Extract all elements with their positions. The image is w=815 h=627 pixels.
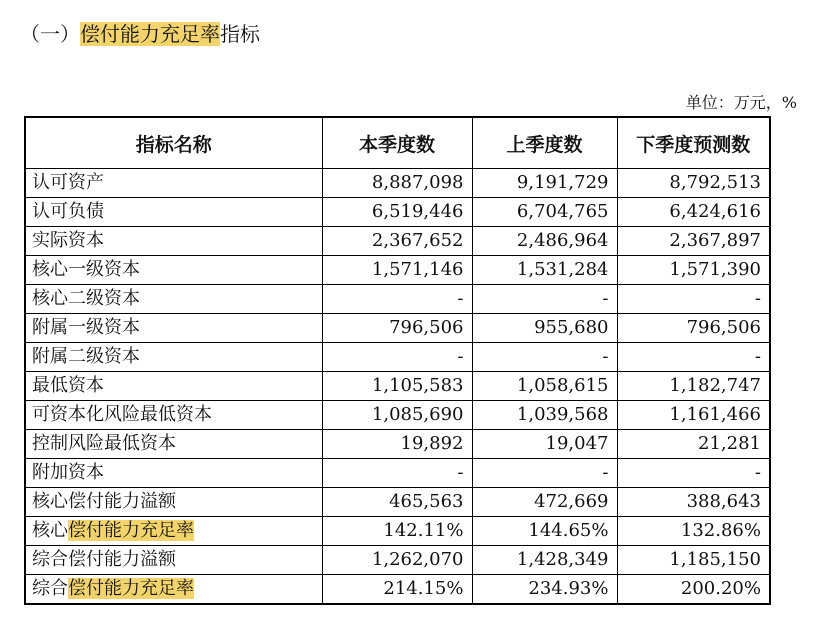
row-name-text: 认可负债 xyxy=(32,201,104,222)
row-name-text: 附属一级资本 xyxy=(32,317,140,338)
row-name-text: 核心一级资本 xyxy=(32,259,140,280)
row-indicator-name xyxy=(25,459,322,488)
table-row xyxy=(25,401,770,430)
row-current-quarter-value: 19,892 xyxy=(322,430,472,459)
row-next-quarter-forecast-value: 796,506 xyxy=(617,314,770,343)
row-previous-quarter-value: 1,531,284 xyxy=(472,256,617,285)
row-current-quarter-value: 1,262,070 xyxy=(322,546,472,575)
table-row xyxy=(25,517,770,546)
row-current-quarter-value: - xyxy=(322,343,472,372)
row-name-text: 附属二级资本 xyxy=(32,346,140,367)
row-current-quarter-value: 796,506 xyxy=(322,314,472,343)
row-current-quarter-value: - xyxy=(322,459,472,488)
header-previous-quarter: 上季度数 xyxy=(472,117,617,169)
table-row xyxy=(25,546,770,575)
row-name-highlight: 偿付能力充足率 xyxy=(68,520,194,541)
row-name-text: 可资本化风险最低资本 xyxy=(32,404,212,425)
row-current-quarter-value: 8,887,098 xyxy=(322,169,472,198)
table-row xyxy=(25,256,770,285)
row-previous-quarter-value: 144.65% xyxy=(472,517,617,546)
row-previous-quarter-value: - xyxy=(472,343,617,372)
row-indicator-name xyxy=(25,488,322,517)
row-next-quarter-forecast-value: 388,643 xyxy=(617,488,770,517)
row-current-quarter-value: 6,519,446 xyxy=(322,198,472,227)
solvency-table xyxy=(24,116,771,605)
row-name-text: 附加资本 xyxy=(32,462,104,483)
table-row xyxy=(25,343,770,372)
row-previous-quarter-value: 9,191,729 xyxy=(472,169,617,198)
row-indicator-name xyxy=(25,575,322,605)
row-next-quarter-forecast-value: 8,792,513 xyxy=(617,169,770,198)
row-previous-quarter-value: 1,428,349 xyxy=(472,546,617,575)
row-indicator-name xyxy=(25,169,322,198)
row-indicator-name xyxy=(25,227,322,256)
row-current-quarter-value: 214.15% xyxy=(322,575,472,605)
row-next-quarter-forecast-value: 1,571,390 xyxy=(617,256,770,285)
table-body xyxy=(25,169,770,605)
row-next-quarter-forecast-value: - xyxy=(617,285,770,314)
table-row xyxy=(25,198,770,227)
row-indicator-name xyxy=(25,430,322,459)
row-indicator-name xyxy=(25,372,322,401)
row-current-quarter-value: 1,571,146 xyxy=(322,256,472,285)
table-row xyxy=(25,459,770,488)
table-row xyxy=(25,575,770,605)
row-indicator-name xyxy=(25,256,322,285)
row-next-quarter-forecast-value: - xyxy=(617,343,770,372)
row-indicator-name xyxy=(25,546,322,575)
row-name-text: 综合偿付能力溢额 xyxy=(32,549,176,570)
row-next-quarter-forecast-value: 6,424,616 xyxy=(617,198,770,227)
row-current-quarter-value: 1,105,583 xyxy=(322,372,472,401)
table-header-row xyxy=(25,117,770,169)
row-current-quarter-value: - xyxy=(322,285,472,314)
row-name-text: 认可资产 xyxy=(32,172,104,193)
row-indicator-name xyxy=(25,314,322,343)
row-next-quarter-forecast-value: 132.86% xyxy=(617,517,770,546)
section-title-prefix: （一） xyxy=(20,22,80,46)
row-current-quarter-value: 2,367,652 xyxy=(322,227,472,256)
row-name-text: 实际资本 xyxy=(32,230,104,251)
table-row xyxy=(25,314,770,343)
row-next-quarter-forecast-value: 1,185,150 xyxy=(617,546,770,575)
row-indicator-name xyxy=(25,517,322,546)
row-next-quarter-forecast-value: 200.20% xyxy=(617,575,770,605)
table-row xyxy=(25,227,770,256)
header-current-quarter: 本季度数 xyxy=(322,117,472,169)
row-current-quarter-value: 465,563 xyxy=(322,488,472,517)
row-previous-quarter-value: 19,047 xyxy=(472,430,617,459)
table-row xyxy=(25,372,770,401)
row-next-quarter-forecast-value: 1,161,466 xyxy=(617,401,770,430)
row-name-text: 控制风险最低资本 xyxy=(32,433,176,454)
section-title xyxy=(20,20,260,48)
row-next-quarter-forecast-value: 21,281 xyxy=(617,430,770,459)
row-name-text: 核心偿付能力溢额 xyxy=(32,491,176,512)
table-row xyxy=(25,285,770,314)
row-name-text: 核心二级资本 xyxy=(32,288,140,309)
table-row xyxy=(25,430,770,459)
row-next-quarter-forecast-value: - xyxy=(617,459,770,488)
row-previous-quarter-value: 955,680 xyxy=(472,314,617,343)
header-indicator-name: 指标名称 xyxy=(25,117,322,169)
row-previous-quarter-value: 1,058,615 xyxy=(472,372,617,401)
row-previous-quarter-value: 472,669 xyxy=(472,488,617,517)
row-name-text: 综合 xyxy=(32,578,68,599)
row-previous-quarter-value: 1,039,568 xyxy=(472,401,617,430)
row-indicator-name xyxy=(25,285,322,314)
row-previous-quarter-value: - xyxy=(472,459,617,488)
row-current-quarter-value: 142.11% xyxy=(322,517,472,546)
row-previous-quarter-value: 6,704,765 xyxy=(472,198,617,227)
row-next-quarter-forecast-value: 1,182,747 xyxy=(617,372,770,401)
row-next-quarter-forecast-value: 2,367,897 xyxy=(617,227,770,256)
section-title-suffix: 指标 xyxy=(220,22,260,46)
row-indicator-name xyxy=(25,401,322,430)
row-name-text: 最低资本 xyxy=(32,375,104,396)
row-current-quarter-value: 1,085,690 xyxy=(322,401,472,430)
row-previous-quarter-value: 234.93% xyxy=(472,575,617,605)
row-name-highlight: 偿付能力充足率 xyxy=(68,578,194,599)
row-indicator-name xyxy=(25,198,322,227)
unit-label: 单位：万元，% xyxy=(685,93,797,112)
header-next-quarter-forecast: 下季度预测数 xyxy=(617,117,770,169)
row-name-text: 核心 xyxy=(32,520,68,541)
row-previous-quarter-value: - xyxy=(472,285,617,314)
row-indicator-name xyxy=(25,343,322,372)
table-row xyxy=(25,488,770,517)
table-row xyxy=(25,169,770,198)
row-previous-quarter-value: 2,486,964 xyxy=(472,227,617,256)
section-title-highlight: 偿付能力充足率 xyxy=(80,22,220,46)
